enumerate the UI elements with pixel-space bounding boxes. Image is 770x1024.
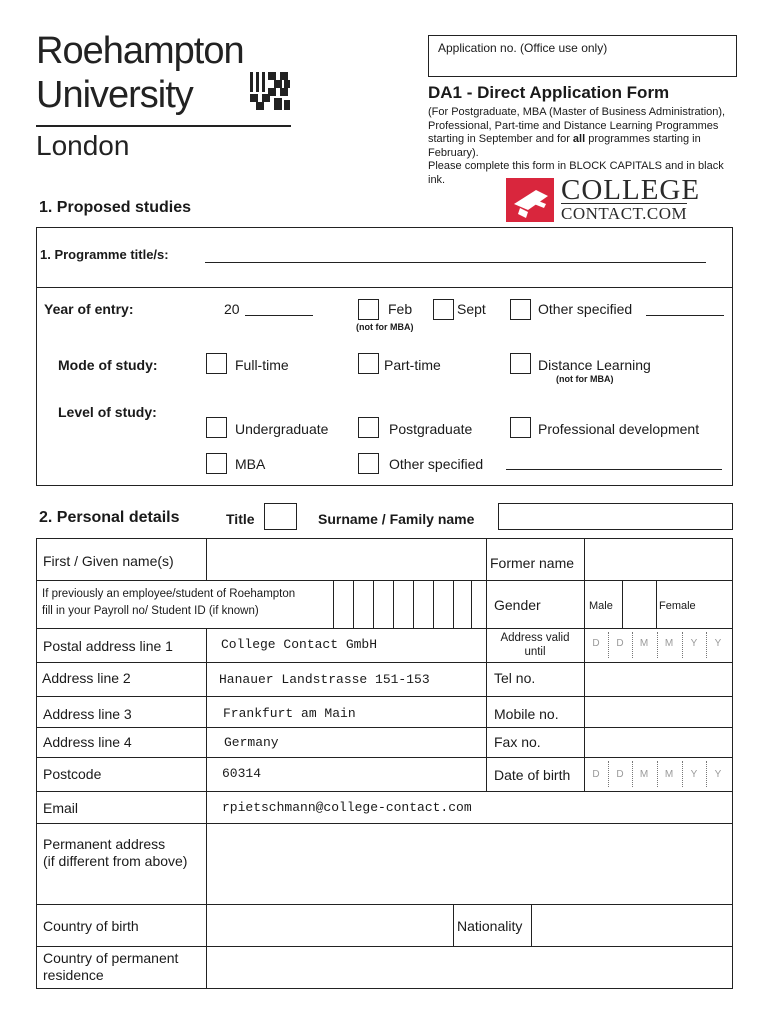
year-of-entry-label: Year of entry: [44, 301, 134, 317]
postgraduate-label: Postgraduate [389, 421, 473, 437]
logo-line-2: University [36, 74, 193, 116]
postcode-value[interactable]: 60314 [222, 766, 262, 781]
payroll-label-line-2: fill in your Payroll no/ Student ID (if known) [42, 605, 259, 617]
nationality-label: Nationality [457, 918, 523, 934]
programme-title-input[interactable] [205, 262, 706, 263]
form-subtitle-text-a: (For Postgraduate, MBA (Master of Business Administration), Professional, Part-time and Distance Learning Programmes starting in September and for [428, 106, 726, 145]
form-subtitle-bold: all [572, 133, 586, 145]
date-of-birth-label: Date of birth [494, 767, 571, 783]
date-placeholder: Y [690, 638, 698, 649]
checkerboard-logo-icon [248, 72, 292, 112]
col-divider-c [584, 538, 585, 581]
other-entry-label: Other specified [538, 301, 633, 317]
programme-title-label: 1. Programme title/s: [40, 247, 169, 262]
mba-label: MBA [235, 456, 266, 472]
address-line-2-value[interactable]: Hanauer Landstrasse 151-153 [219, 672, 430, 687]
country-of-permanent-residence-input[interactable] [208, 948, 731, 987]
date-placeholder: Y [690, 769, 698, 780]
address-valid-label-line-2: until [524, 646, 546, 658]
feb-checkbox[interactable] [358, 299, 379, 320]
lower-col-divider [206, 823, 207, 989]
former-name-label: Former name [490, 555, 575, 571]
undergraduate-checkbox[interactable] [206, 417, 227, 438]
undergraduate-label: Undergraduate [235, 421, 329, 437]
surname-input[interactable] [498, 503, 733, 530]
id-cell-divider-8 [486, 580, 487, 629]
level-of-study-label: Level of study: [58, 404, 157, 420]
country-perm-label-line-2: residence [43, 967, 104, 983]
country-of-permanent-residence-label [43, 950, 178, 984]
address-line-4-label: Address line 4 [43, 734, 132, 750]
female-option[interactable]: Female [659, 600, 696, 612]
contact-col-divider-a [486, 628, 487, 791]
watermark-line-2: CONTACT.COM [561, 204, 688, 223]
application-number-label: Application no. (Office use only) [438, 41, 608, 55]
col-divider-a [206, 538, 207, 581]
row-divider-8 [36, 823, 733, 824]
title-label: Title [226, 511, 255, 527]
date-placeholder: D [616, 769, 624, 780]
mobile-input[interactable] [586, 698, 731, 726]
address-line-4-value[interactable]: Germany [224, 735, 279, 750]
year-input[interactable] [245, 315, 313, 316]
logo-line-3: London [36, 130, 130, 161]
permanent-address-input[interactable] [208, 825, 731, 902]
address-line-1-value[interactable]: College Contact GmbH [221, 637, 378, 652]
email-value[interactable]: rpietschmann@college-contact.com [222, 800, 472, 815]
application-number-box[interactable] [428, 35, 737, 77]
nationality-divider-a [453, 904, 454, 947]
permanent-address-label-line-2: (if different from above) [43, 853, 188, 869]
address-col-divider [206, 628, 207, 824]
row-divider-3 [36, 662, 733, 663]
date-placeholder: Y [714, 769, 722, 780]
distance-learning-label: Distance Learning [538, 357, 651, 373]
date-placeholder: M [664, 638, 674, 649]
other-entry-input[interactable] [646, 315, 724, 316]
level-other-checkbox[interactable] [358, 453, 379, 474]
country-perm-label-line-1: Country of permanent [43, 950, 179, 966]
postgraduate-checkbox[interactable] [358, 417, 379, 438]
programme-divider [36, 287, 733, 288]
permanent-address-label-line-1: Permanent address [43, 836, 166, 852]
date-placeholder: M [664, 769, 674, 780]
mode-of-study-label: Mode of study: [58, 357, 158, 373]
distance-learning-note: (not for MBA) [556, 374, 614, 384]
row-divider-9 [36, 904, 733, 905]
address-valid-date-input[interactable] [584, 628, 733, 662]
gender-divider-a [584, 580, 585, 629]
first-name-input[interactable] [208, 540, 484, 578]
part-time-checkbox[interactable] [358, 353, 379, 374]
date-placeholder: M [639, 638, 649, 649]
row-divider-7 [36, 791, 733, 792]
mba-checkbox[interactable] [206, 453, 227, 474]
year-prefix: 20 [224, 301, 240, 317]
fax-label: Fax no. [494, 734, 541, 750]
distance-learning-checkbox[interactable] [510, 353, 531, 374]
address-valid-label-line-1: Address valid [500, 632, 570, 644]
first-name-label: First / Given name(s) [43, 553, 174, 569]
professional-development-checkbox[interactable] [510, 417, 531, 438]
nationality-divider-b [531, 904, 532, 947]
address-line-3-label: Address line 3 [43, 706, 132, 722]
address-line-1-label: Postal address line 1 [43, 638, 173, 654]
form-instruction: Please complete this form in BLOCK CAPITALS and in black ink. [428, 160, 724, 186]
form-title: DA1 - Direct Application Form [428, 83, 670, 102]
date-placeholder: D [592, 638, 600, 649]
payroll-label [42, 586, 295, 620]
date-of-birth-input[interactable] [584, 757, 733, 791]
payroll-label-line-1: If previously an employee/student of Roehampton [42, 588, 296, 600]
date-placeholder: D [592, 769, 600, 780]
row-divider-1 [36, 580, 733, 581]
date-placeholder: M [639, 769, 649, 780]
logo-line-1: Roehampton [36, 30, 244, 72]
sept-label: Sept [457, 301, 486, 317]
payroll-id-input[interactable] [334, 582, 484, 627]
gender-divider-b [622, 580, 623, 629]
college-contact-logo-icon [506, 178, 554, 222]
form-subtitle-text-b: programmes starting in February). [428, 133, 701, 159]
date-placeholder: Y [714, 638, 722, 649]
other-entry-checkbox[interactable] [510, 299, 531, 320]
address-line-3-value[interactable]: Frankfurt am Main [223, 706, 356, 721]
gender-label: Gender [494, 597, 541, 613]
male-option[interactable]: Male [589, 600, 613, 612]
row-divider-4 [36, 696, 733, 697]
nationality-input[interactable] [533, 906, 731, 944]
professional-development-label: Professional development [538, 421, 700, 437]
gender-divider-c [656, 580, 657, 629]
feb-label: Feb [388, 301, 413, 317]
permanent-address-label [43, 836, 187, 870]
country-of-birth-label: Country of birth [43, 918, 139, 934]
sept-checkbox[interactable] [433, 299, 454, 320]
former-name-input[interactable] [586, 540, 731, 578]
section-2-heading: 2. Personal details [39, 509, 180, 526]
surname-label: Surname / Family name [318, 511, 475, 527]
level-other-input[interactable] [506, 469, 722, 470]
part-time-label: Part-time [384, 357, 441, 373]
country-of-birth-input[interactable] [208, 906, 451, 944]
section-1-heading: 1. Proposed studies [39, 199, 192, 216]
level-other-label: Other specified [389, 456, 484, 472]
row-divider-10 [36, 946, 733, 947]
logo-divider [36, 125, 291, 127]
tel-input[interactable] [586, 664, 731, 694]
title-input[interactable] [264, 503, 297, 530]
col-divider-b [486, 538, 487, 581]
watermark-line-1: COLLEGE [561, 174, 701, 206]
full-time-label: Full-time [235, 357, 289, 373]
date-placeholder: D [616, 638, 624, 649]
feb-note: (not for MBA) [356, 322, 414, 332]
email-label: Email [43, 800, 79, 816]
fax-input[interactable] [586, 729, 731, 756]
postcode-label: Postcode [43, 766, 102, 782]
mobile-label: Mobile no. [494, 706, 559, 722]
tel-label: Tel no. [494, 670, 536, 686]
row-divider-5 [36, 727, 733, 728]
address-valid-label [488, 631, 582, 659]
full-time-checkbox[interactable] [206, 353, 227, 374]
address-line-2-label: Address line 2 [42, 670, 131, 686]
